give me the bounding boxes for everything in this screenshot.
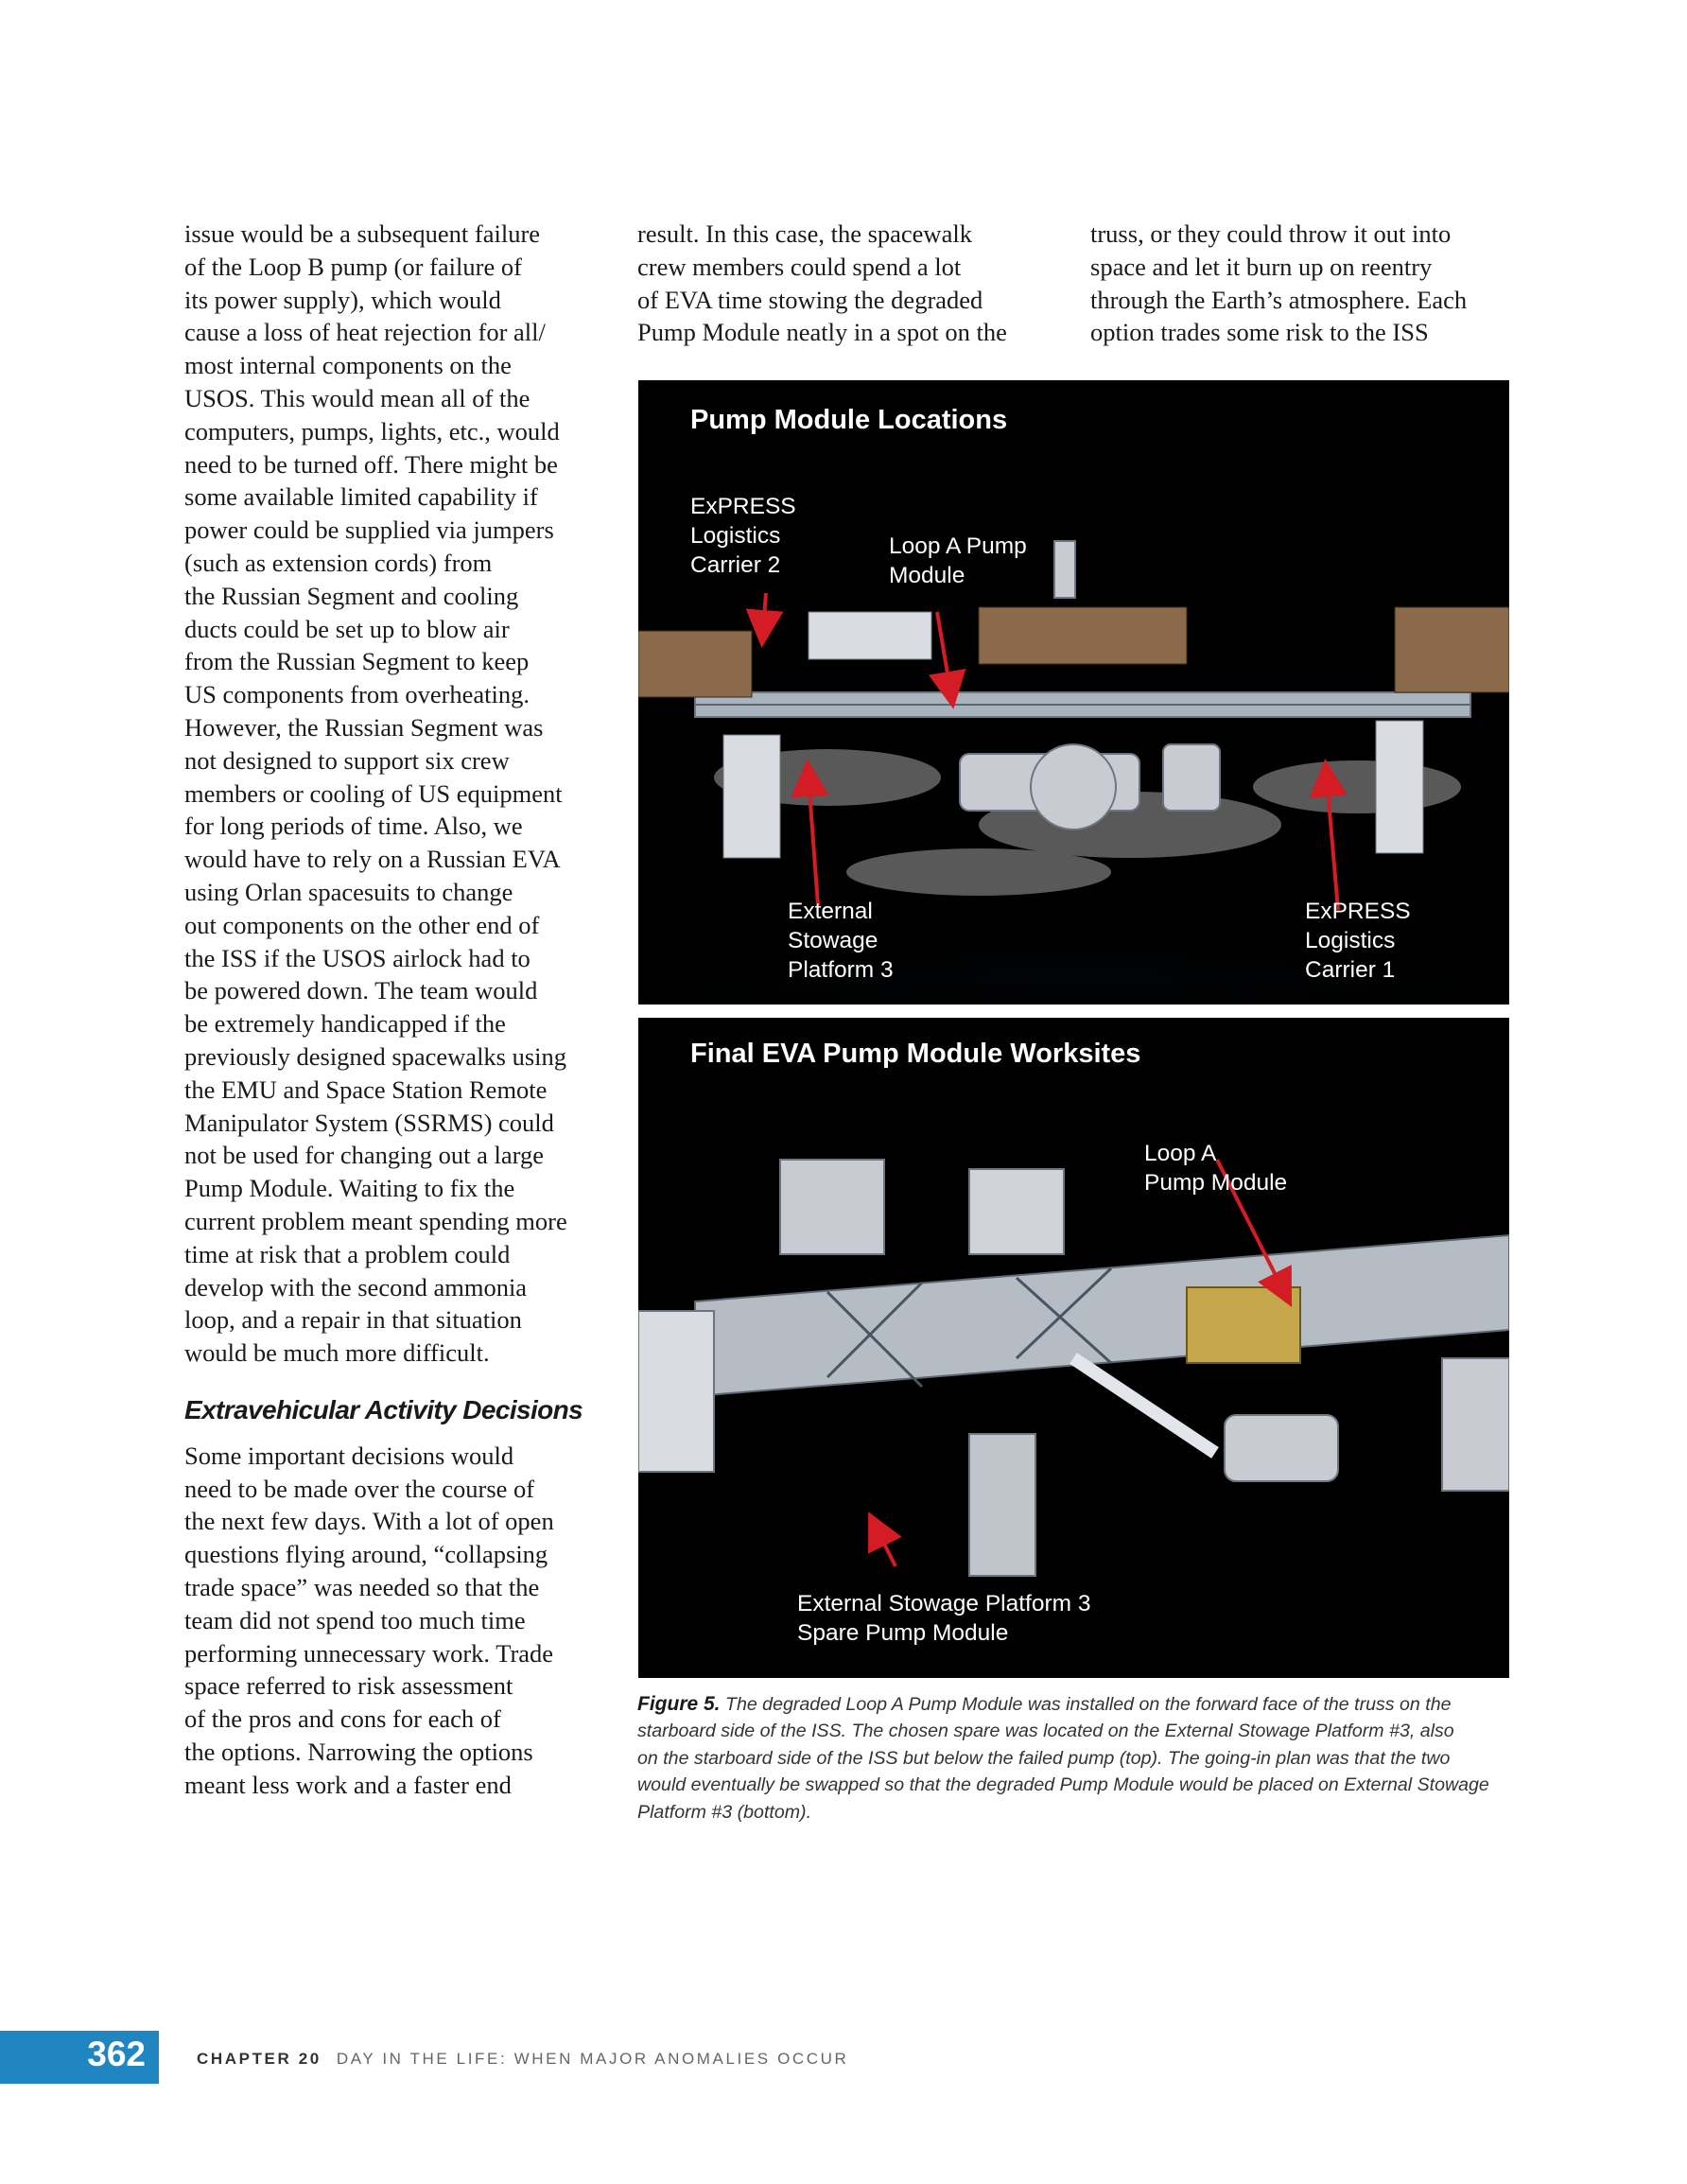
label-elc1 [1305,897,1411,985]
body-line: space and let it burn up on reentry [1090,252,1433,281]
section-subheading: Extravehicular Activity Decisions [184,1394,583,1424]
figure-title-top: Pump Module Locations [690,405,1008,435]
body-line: previously designed spacewalks using [184,1041,567,1071]
body-line: performing unnecessary work. Trade [184,1638,554,1668]
body-line: Some important decisions would [184,1441,514,1470]
label-line: Loop A [1144,1141,1217,1166]
label-line: External [788,899,873,924]
chapter-title: DAY IN THE LIFE: WHEN MAJOR ANOMALIES OCCUR [336,2050,849,2068]
body-column-1 [184,218,610,1802]
body-line: ducts could be set up to blow air [184,614,510,643]
body-line: not designed to support six crew [184,745,510,775]
body-line: option trades some risk to the ISS [1090,318,1429,347]
label-line: Stowage [788,928,878,953]
body-line: truss, or they could throw it out into [1090,219,1452,248]
body-line: issue would be a subsequent failure [184,219,541,248]
body-line: computers, pumps, lights, etc., would [184,416,560,446]
caption-line: would eventually be swapped so that the degraded Pump Module would be placed on External Stowage [637,1774,1489,1796]
body-line: out components on the other end of [184,910,540,939]
body-line: time at risk that a problem could [184,1239,511,1268]
body-line: cause a loss of heat rejection for all/ [184,318,546,347]
figure-label: Figure 5. [637,1693,721,1715]
body-line: Pump Module neatly in a spot on the [637,318,1007,347]
label-line: Logistics [1305,928,1396,953]
body-line: Pump Module. Waiting to fix the [184,1174,515,1203]
page-number: 362 [87,2035,146,2073]
body-line: USOS. This would mean all of the [184,383,530,412]
body-line: the Russian Segment and cooling [184,581,519,610]
body-column-2 [637,218,1053,349]
caption-line [637,1691,1517,1718]
figure-caption [637,1691,1517,1826]
body-line: questions flying around, “collapsing [184,1540,548,1569]
label-line: ExPRESS [690,494,796,519]
body-line: (such as extension cords) from [184,548,493,577]
iss-illustration-bottom [638,1018,1509,1678]
body-line: most internal components on the [184,351,512,380]
body-line: would be much more difficult. [184,1338,490,1368]
body-line: its power supply), which would [184,285,501,314]
body-line: from the Russian Segment to keep [184,647,530,676]
body-line: some available limited capability if [184,482,538,512]
figure-title-bottom: Final EVA Pump Module Worksites [690,1039,1141,1069]
caption-line: on the starboard side of the ISS but below the failed pump (top). The going-in plan was that the two [637,1747,1451,1769]
label-elc2 [690,492,796,580]
label-line: Platform 3 [788,957,894,983]
running-footer [197,2050,848,2069]
body-line: of EVA time stowing the degraded [637,285,983,314]
body-line: of the pros and cons for each of [184,1704,501,1734]
body-line: team did not spend too much time [184,1605,526,1634]
label-esp3-spare [797,1589,1091,1648]
figure-panel-top [638,380,1509,1005]
body-line: result. In this case, the spacewalk [637,219,972,248]
page-number-box [0,2031,159,2084]
label-loop-a-pump-module [1144,1139,1287,1197]
body-line: through the Earth’s atmosphere. Each [1090,285,1468,314]
label-line: Spare Pump Module [797,1620,1009,1646]
body-column-3 [1090,218,1506,349]
body-line: using Orlan spacesuits to change [184,877,513,906]
body-line: power could be supplied via jumpers [184,515,554,545]
body-line: trade space” was needed so that the [184,1573,540,1602]
body-line: loop, and a repair in that situation [184,1305,522,1335]
label-esp3 [788,897,894,985]
body-line: current problem meant spending more [184,1206,567,1235]
label-loop-a-pump [889,532,1027,590]
label-line: External Stowage Platform 3 [797,1591,1091,1616]
body-line: meant less work and a faster end [184,1770,512,1799]
body-line: However, the Russian Segment was [184,712,544,742]
body-line: be extremely handicapped if the [184,1009,506,1039]
body-line: the options. Narrowing the options [184,1738,533,1767]
caption-text: The degraded Loop A Pump Module was installed on the forward face of the truss on the [720,1694,1452,1715]
chapter-label: CHAPTER 20 [197,2050,322,2068]
body-line: US components from overheating. [184,680,530,709]
label-line: Carrier 2 [690,552,781,578]
body-line: the ISS if the USOS airlock had to [184,943,530,972]
label-line: Logistics [690,523,781,549]
body-line: the EMU and Space Station Remote [184,1075,548,1104]
caption-line: Platform #3 (bottom). [637,1801,812,1823]
body-line: would have to rely on a Russian EVA [184,845,561,874]
figure-panel-bottom [638,1018,1509,1678]
label-line: Module [889,563,965,588]
body-line: be powered down. The team would [184,976,538,1005]
body-line: space referred to risk assessment [184,1671,513,1701]
body-line: crew members could spend a lot [637,252,962,281]
body-line: for long periods of time. Also, we [184,812,523,841]
body-line: need to be turned off. There might be [184,449,558,479]
body-line: develop with the second ammonia [184,1272,528,1302]
body-line: need to be made over the course of [184,1474,535,1503]
body-line: the next few days. With a lot of open [184,1507,554,1536]
body-line: not be used for changing out a large [184,1141,544,1170]
label-line: Pump Module [1144,1170,1288,1196]
label-line: Carrier 1 [1305,957,1396,983]
body-line: members or cooling of US equipment [184,778,563,808]
body-line: of the Loop B pump (or failure of [184,252,522,281]
body-line: Manipulator System (SSRMS) could [184,1108,554,1137]
label-line: ExPRESS [1305,899,1411,924]
label-line: Loop A Pump [889,533,1027,559]
caption-line: starboard side of the ISS. The chosen spare was located on the External Stowage Platform #3, also [637,1721,1454,1742]
